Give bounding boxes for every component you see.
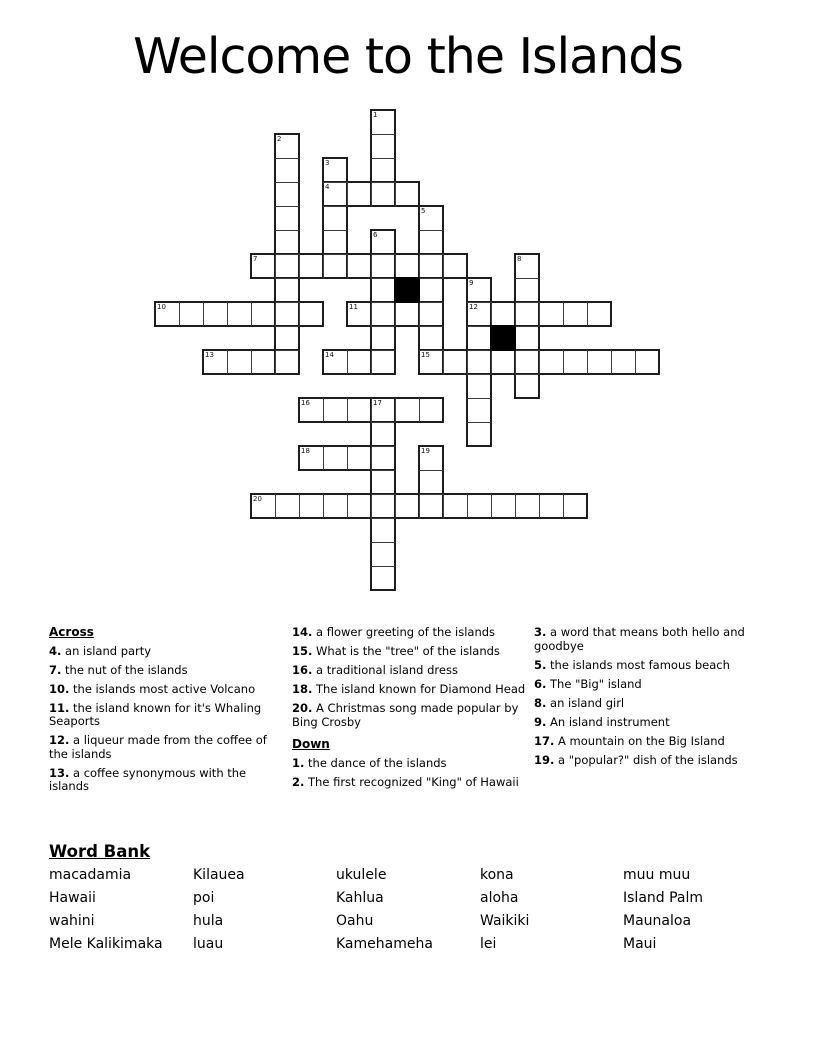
clue-list-heading: Down <box>292 737 330 751</box>
clue-item: 19. a "popular?" dish of the islands <box>534 752 738 767</box>
clue-number: 5. <box>534 657 547 672</box>
word-bank-item: Kamehameha <box>336 936 433 952</box>
cell-separator <box>323 494 324 518</box>
cell-separator <box>515 350 516 374</box>
cell-separator <box>419 278 443 279</box>
cell-separator <box>395 182 396 206</box>
word-bank-item: Mele Kalikimaka <box>49 936 163 952</box>
cell-separator <box>491 302 492 326</box>
cell-separator <box>299 254 300 278</box>
clue-number: 10. <box>49 681 70 696</box>
cell-separator <box>299 494 300 518</box>
cell-separator <box>275 302 299 303</box>
cell-separator <box>323 254 324 278</box>
cell-separator <box>419 494 420 518</box>
cell-separator <box>275 350 276 374</box>
clue-item: 11. the island known for it's Whaling Seaports <box>49 700 262 728</box>
cell-separator <box>539 494 540 518</box>
cell-separator <box>371 326 395 327</box>
cell-separator <box>395 494 396 518</box>
cell-number: 1 <box>373 111 378 119</box>
word-bank-item: Kahlua <box>336 890 384 906</box>
clue-item: 13. a coffee synonymous with the islands <box>49 765 247 793</box>
cell-separator <box>467 494 468 518</box>
clue-number: 11. <box>49 700 70 715</box>
page-title: Welcome to the Islands <box>133 28 683 85</box>
cell-separator <box>371 182 372 206</box>
cell-separator <box>515 302 516 326</box>
clue-item: 12. a liqueur made from the coffee of the islands <box>49 733 267 761</box>
cell-separator <box>395 302 396 326</box>
cell-separator <box>371 446 395 447</box>
cell-separator <box>419 326 443 327</box>
clue-number: 3. <box>534 625 547 639</box>
cell-separator <box>275 158 299 159</box>
cell-separator <box>515 326 539 327</box>
word-outline <box>250 253 468 279</box>
clue-number: 7. <box>49 662 62 677</box>
cell-separator <box>371 302 395 303</box>
cell-separator <box>515 350 539 351</box>
cell-separator <box>347 494 348 518</box>
cell-number: 20 <box>253 495 262 503</box>
clue-number: 1. <box>292 755 305 770</box>
cell-separator <box>371 254 395 255</box>
word-bank-item: Island Palm <box>623 890 704 906</box>
cell-separator <box>227 302 228 326</box>
cell-separator <box>395 398 396 422</box>
word-bank-heading: Word Bank <box>49 842 151 861</box>
cell-separator <box>563 302 564 326</box>
cell-separator <box>539 350 540 374</box>
cell-separator <box>299 302 300 326</box>
cell-separator <box>515 278 539 279</box>
cell-number: 10 <box>157 303 166 311</box>
clue-number: 17. <box>534 733 555 748</box>
cell-separator <box>419 302 443 303</box>
cell-separator <box>371 446 372 470</box>
cell-separator <box>371 398 372 422</box>
word-bank-item: poi <box>193 890 215 906</box>
cell-number: 2 <box>277 135 282 143</box>
cell-separator <box>347 446 348 470</box>
cell-separator <box>323 254 347 255</box>
word-bank-item: Maui <box>623 936 657 952</box>
cell-separator <box>275 254 276 278</box>
cell-separator <box>467 350 491 351</box>
clue-item: 20. A Christmas song made popular by Bing Crosby <box>292 701 519 729</box>
cell-separator <box>587 350 588 374</box>
clue-item: 1. the dance of the islands <box>292 755 447 770</box>
cell-separator <box>443 494 444 518</box>
cell-separator <box>275 182 299 183</box>
clue-number: 13. <box>49 765 70 780</box>
cell-separator <box>371 518 395 519</box>
cell-separator <box>323 230 347 231</box>
cell-number: 6 <box>373 231 378 239</box>
black-cell <box>394 277 420 303</box>
cell-separator <box>635 350 636 374</box>
clue-item: 9. An island instrument <box>534 714 670 729</box>
cell-number: 15 <box>421 351 430 359</box>
cell-number: 18 <box>301 447 310 455</box>
cell-number: 19 <box>421 447 430 455</box>
cell-separator <box>347 398 348 422</box>
cell-separator <box>467 422 491 423</box>
clue-number: 15. <box>292 644 313 658</box>
cell-separator <box>275 254 299 255</box>
cell-separator <box>371 302 372 326</box>
cell-separator <box>251 350 252 374</box>
cell-separator <box>515 374 539 375</box>
cell-separator <box>371 158 395 159</box>
cell-separator <box>443 254 444 278</box>
cell-number: 16 <box>301 399 310 407</box>
clue-column <box>534 626 772 773</box>
clue-item: 18. The island known for Diamond Head <box>292 682 526 696</box>
cell-separator <box>275 302 276 326</box>
cell-separator <box>419 254 443 255</box>
cell-number: 14 <box>325 351 334 359</box>
cell-separator <box>371 254 372 278</box>
word-bank-item: aloha <box>480 890 519 906</box>
clue-item: 5. the islands most famous beach <box>534 657 730 672</box>
clue-item: 8. an island girl <box>534 695 625 710</box>
cell-separator <box>467 398 491 399</box>
clue-column <box>292 626 530 795</box>
cell-number: 7 <box>253 255 258 263</box>
cell-separator <box>323 206 347 207</box>
clue-column <box>49 626 287 799</box>
cell-separator <box>419 230 443 231</box>
cell-separator <box>419 302 420 326</box>
cell-separator <box>587 302 588 326</box>
cell-number: 5 <box>421 207 426 215</box>
clue-number: 8. <box>534 695 547 710</box>
cell-separator <box>323 398 324 422</box>
cell-number: 3 <box>325 159 330 167</box>
clue-item: 2. The first recognized "King" of Hawaii <box>292 774 519 789</box>
cell-separator <box>203 302 204 326</box>
word-bank-list <box>49 867 779 963</box>
cell-separator <box>227 350 228 374</box>
cell-separator <box>371 350 372 374</box>
clue-item: 17. A mountain on the Big Island <box>534 733 725 748</box>
cell-separator <box>275 206 299 207</box>
clue-item: 16. a traditional island dress <box>292 663 458 677</box>
cell-separator <box>371 542 395 543</box>
word-bank-item: Kilauea <box>193 867 245 883</box>
cell-separator <box>275 494 276 518</box>
cell-number: 9 <box>469 279 474 287</box>
cell-separator <box>467 350 468 374</box>
cell-separator <box>371 278 395 279</box>
cell-separator <box>371 134 395 135</box>
cell-number: 13 <box>205 351 214 359</box>
clue-item: 6. The "Big" island <box>534 676 642 691</box>
cell-number: 12 <box>469 303 478 311</box>
clue-item: 10. the islands most active Volcano <box>49 681 256 696</box>
cell-separator <box>443 350 444 374</box>
clue-number: 4. <box>49 643 62 658</box>
cell-separator <box>371 494 395 495</box>
word-bank-item: Waikiki <box>480 913 530 929</box>
crossword-grid <box>155 110 659 590</box>
black-cell <box>490 325 516 351</box>
clue-list-heading: Across <box>49 625 94 639</box>
word-bank-item: Hawaii <box>49 890 96 906</box>
cell-separator <box>419 398 420 422</box>
cell-separator <box>467 326 491 327</box>
cell-separator <box>179 302 180 326</box>
clue-item: 3. a word that means both hello and goodbye <box>534 625 745 653</box>
cell-separator <box>347 254 348 278</box>
clue-number: 6. <box>534 676 547 691</box>
word-bank-item: Maunaloa <box>623 913 692 929</box>
clue-item: 7. the nut of the islands <box>49 662 188 677</box>
clue-number: 20. <box>292 701 313 715</box>
cell-separator <box>563 350 564 374</box>
word-bank-item: macadamia <box>49 867 132 883</box>
cell-number: 17 <box>373 399 382 407</box>
clue-number: 12. <box>49 733 70 747</box>
cell-separator <box>323 446 324 470</box>
cell-separator <box>467 374 491 375</box>
word-bank-item: hula <box>193 913 224 929</box>
cell-separator <box>371 566 395 567</box>
word-bank-item: ukulele <box>336 867 387 883</box>
word-bank-item: kona <box>480 867 514 883</box>
word-bank-item: wahini <box>49 913 95 929</box>
clue-number: 16. <box>292 663 313 677</box>
cell-separator <box>371 470 395 471</box>
cell-separator <box>563 494 564 518</box>
cell-separator <box>275 350 299 351</box>
cell-separator <box>491 350 492 374</box>
cell-separator <box>275 326 299 327</box>
clue-item: 14. a flower greeting of the islands <box>292 625 496 639</box>
word-bank-item: lei <box>480 936 497 952</box>
cell-separator <box>611 350 612 374</box>
cell-separator <box>371 422 395 423</box>
cell-separator <box>275 230 299 231</box>
cell-separator <box>275 278 299 279</box>
cell-separator <box>515 494 516 518</box>
word-bank-item: Oahu <box>336 913 374 929</box>
cell-number: 8 <box>517 255 522 263</box>
cell-separator <box>251 302 252 326</box>
cell-separator <box>539 302 540 326</box>
cell-separator <box>347 350 348 374</box>
cell-separator <box>371 494 372 518</box>
clue-number: 2. <box>292 774 305 789</box>
clue-number: 9. <box>534 714 547 729</box>
cell-separator <box>347 182 348 206</box>
clue-number: 18. <box>292 682 313 696</box>
cell-separator <box>515 302 539 303</box>
cell-number: 4 <box>325 183 330 191</box>
word-bank-item: muu muu <box>623 867 691 883</box>
cell-separator <box>419 470 443 471</box>
cell-separator <box>371 182 395 183</box>
cell-separator <box>419 494 443 495</box>
word-bank-item: luau <box>193 936 224 952</box>
cell-separator <box>395 254 396 278</box>
clue-item: 4. an island party <box>49 643 152 658</box>
cell-separator <box>371 350 395 351</box>
cell-separator <box>491 494 492 518</box>
cell-number: 11 <box>349 303 358 311</box>
cell-separator <box>419 254 420 278</box>
clue-number: 19. <box>534 752 555 767</box>
clue-number: 14. <box>292 625 313 639</box>
clue-item: 15. What is the "tree" of the islands <box>292 644 500 658</box>
